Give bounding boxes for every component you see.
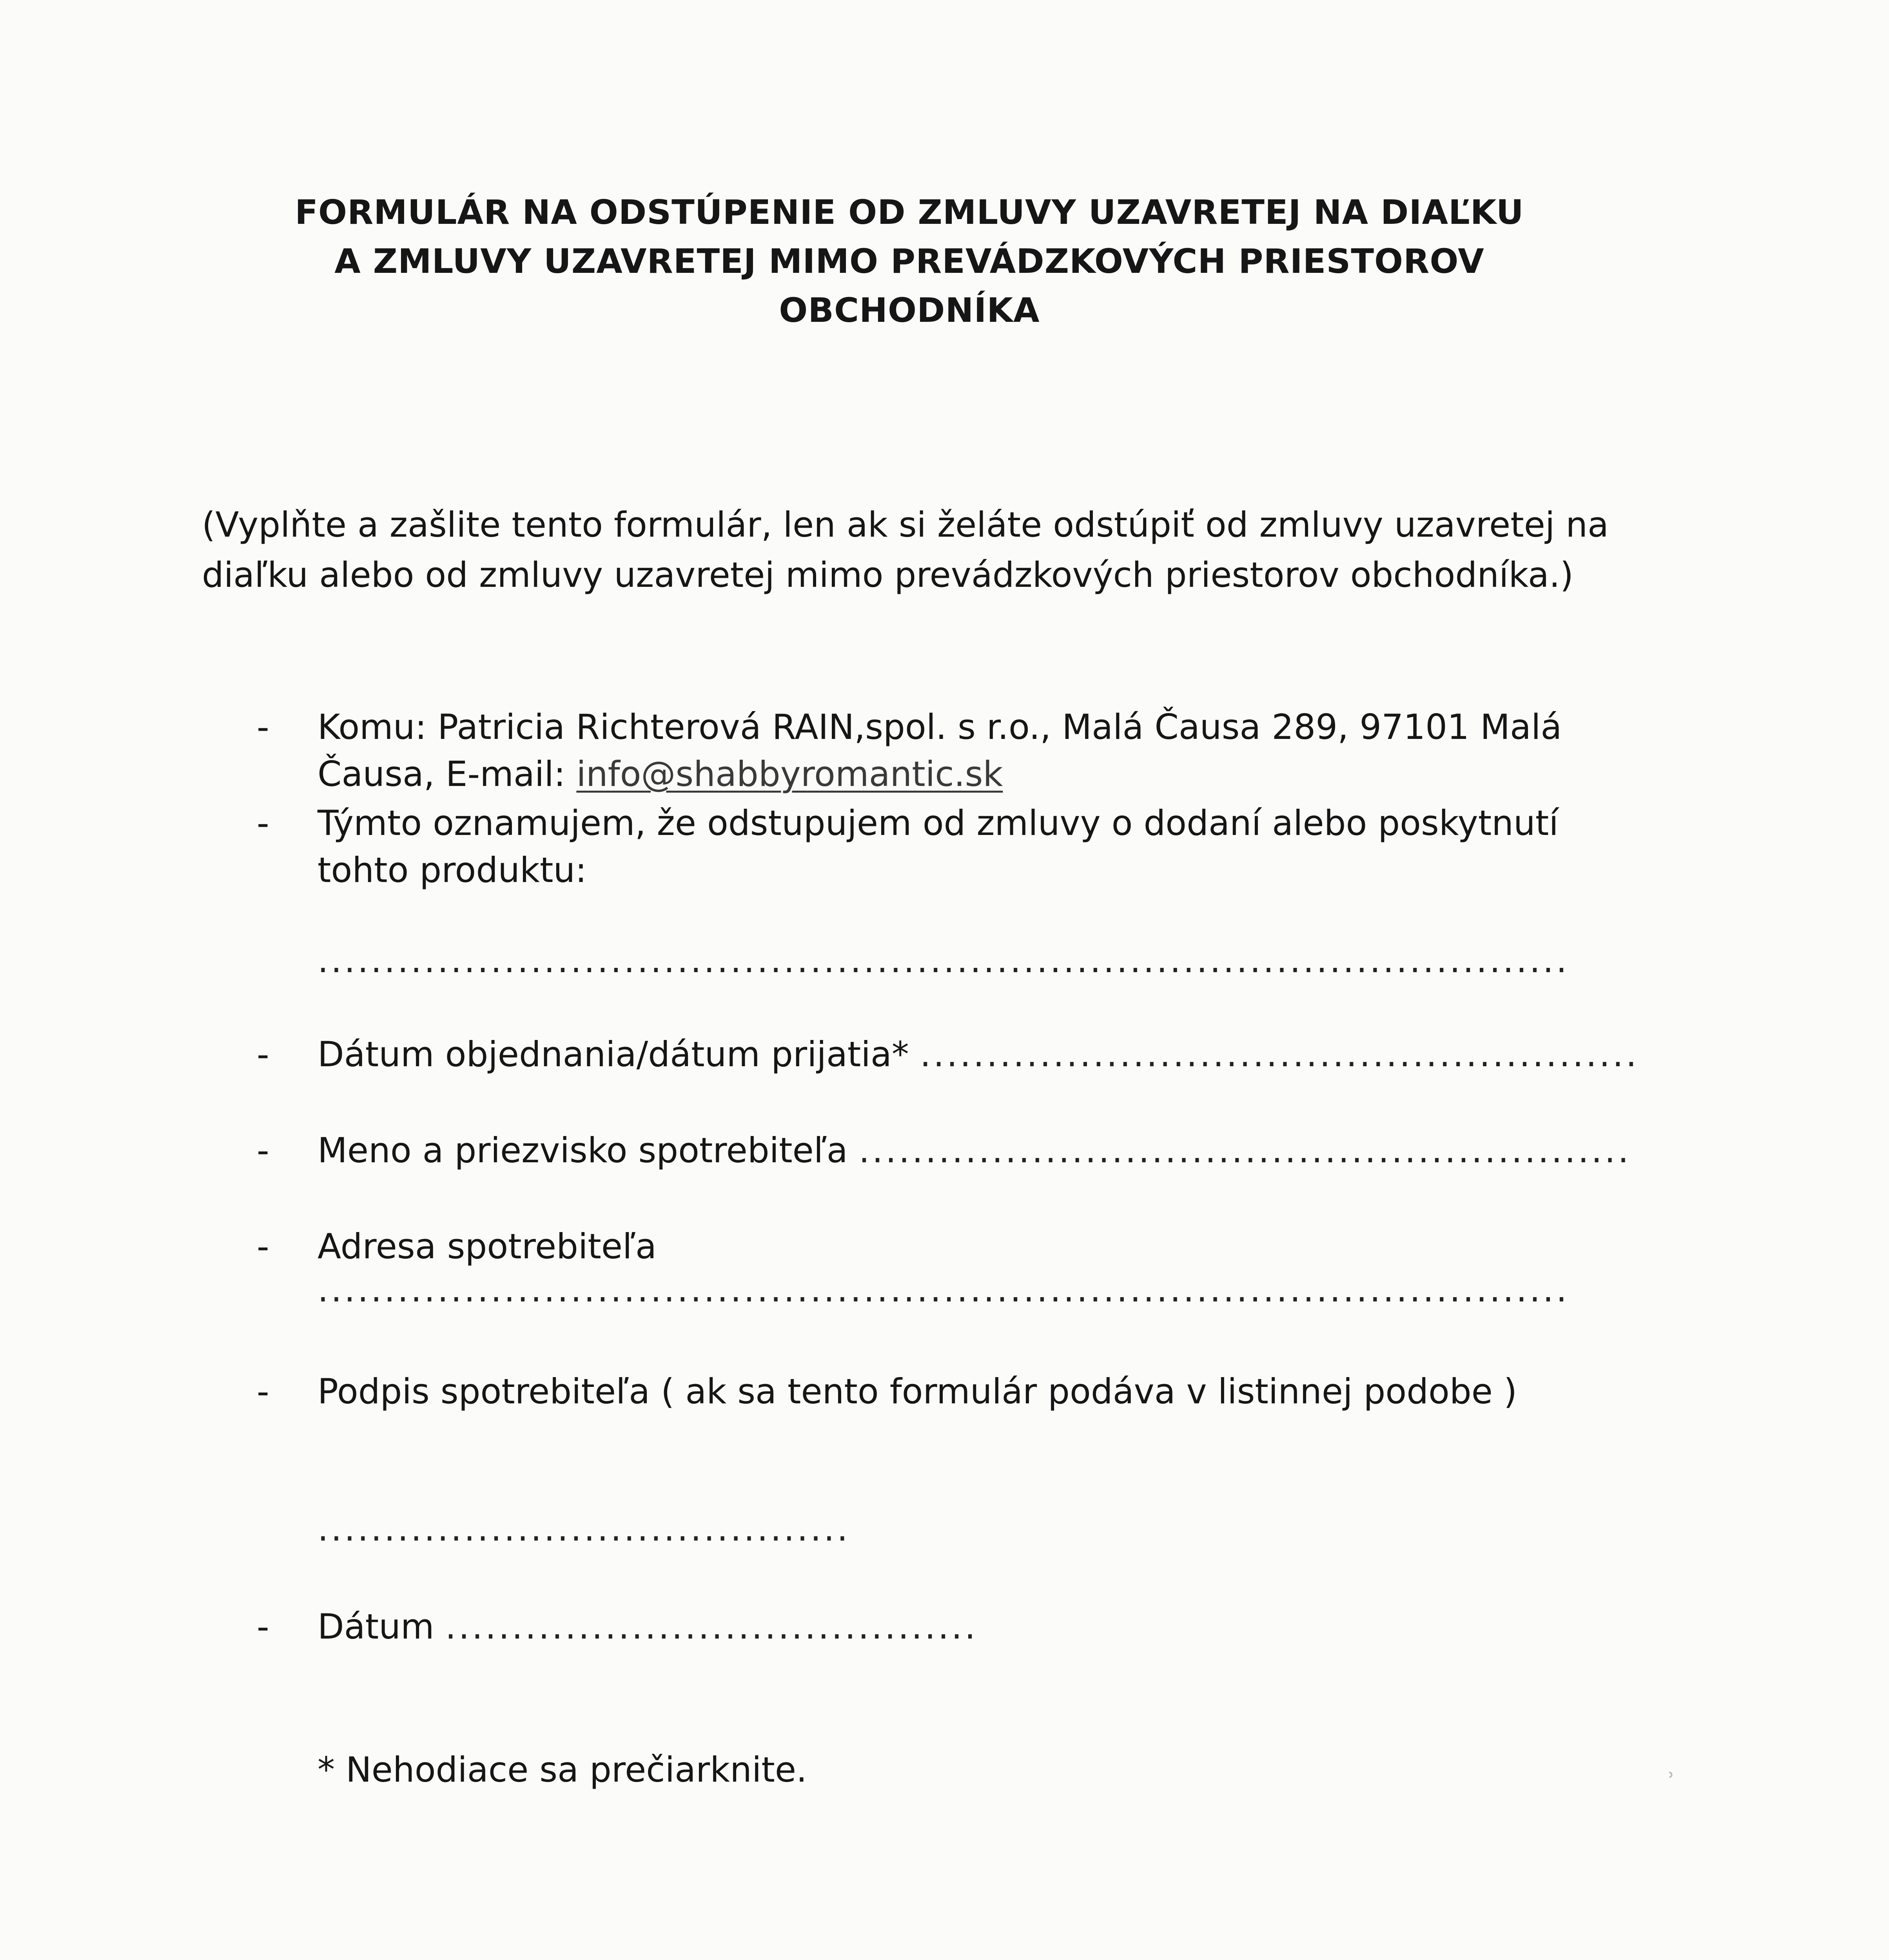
scan-speck: ʾ — [1668, 1768, 1675, 1795]
bullet-dash: - — [257, 1606, 269, 1647]
bullet-dash: - — [257, 1034, 269, 1074]
recipient-line-2 — [318, 751, 1003, 798]
signature-label: Podpis spotrebiteľa ( ak sa tento formulár podáva v listinnej podobe ) — [318, 1371, 1517, 1412]
bullet-dash: - — [257, 803, 269, 843]
bullet-dash: - — [257, 1130, 269, 1171]
bullet-dash: - — [257, 707, 269, 747]
recipient-email-link[interactable]: info@shabbyromantic.sk — [576, 754, 1003, 794]
order-date-label: Dátum objednania/dátum prijatia* — [318, 1034, 920, 1074]
bullet-dash: - — [257, 1226, 269, 1267]
bullet-dash: - — [257, 1371, 269, 1412]
title-line-2: A ZMLUVY UZAVRETEJ MIMO PREVÁDZKOVÝCH PRIESTOROV — [334, 242, 1484, 281]
notice-line-1: Týmto oznamujem, že odstupujem od zmluvy o dodaní alebo poskytnutí — [318, 803, 1559, 843]
name-row — [318, 1127, 1631, 1174]
intro-paragraph — [202, 500, 1691, 600]
signature-field[interactable]: ........................................ — [318, 1508, 850, 1549]
intro-line-1: (Vyplňte a zašlite tento formulár, len ak si želáte odstúpiť od zmluvy uzavretej na — [202, 505, 1609, 545]
title-line-3: OBCHODNÍKA — [779, 291, 1040, 330]
order-date-row — [318, 1031, 1639, 1078]
date-field[interactable]: ........................................ — [445, 1606, 978, 1647]
order-date-field[interactable]: ...................................................... — [920, 1034, 1639, 1074]
product-field[interactable]: .............................................................................................. — [318, 940, 1570, 980]
address-label: Adresa spotrebiteľa — [318, 1226, 657, 1267]
notice-line-2: tohto produktu: — [318, 850, 587, 890]
name-field[interactable]: .......................................................... — [858, 1130, 1631, 1171]
date-row — [318, 1603, 978, 1650]
name-label: Meno a priezvisko spotrebiteľa — [318, 1130, 859, 1171]
footnote: * Nehodiace sa prečiarknite. — [318, 1749, 807, 1790]
date-label: Dátum — [318, 1606, 445, 1647]
title-line-1: FORMULÁR NA ODSTÚPENIE OD ZMLUVY UZAVRETEJ NA DIAĽKU — [295, 193, 1524, 232]
intro-line-2: diaľku alebo od zmluvy uzavretej mimo prevádzkových priestorov obchodníka.) — [202, 555, 1574, 595]
address-field[interactable]: .............................................................................................. — [318, 1269, 1570, 1310]
recipient-line-1: Komu: Patricia Richterová RAIN,spol. s r.o., Malá Čausa 289, 97101 Malá — [318, 707, 1562, 747]
recipient-prefix: Čausa, E-mail: — [318, 754, 577, 794]
